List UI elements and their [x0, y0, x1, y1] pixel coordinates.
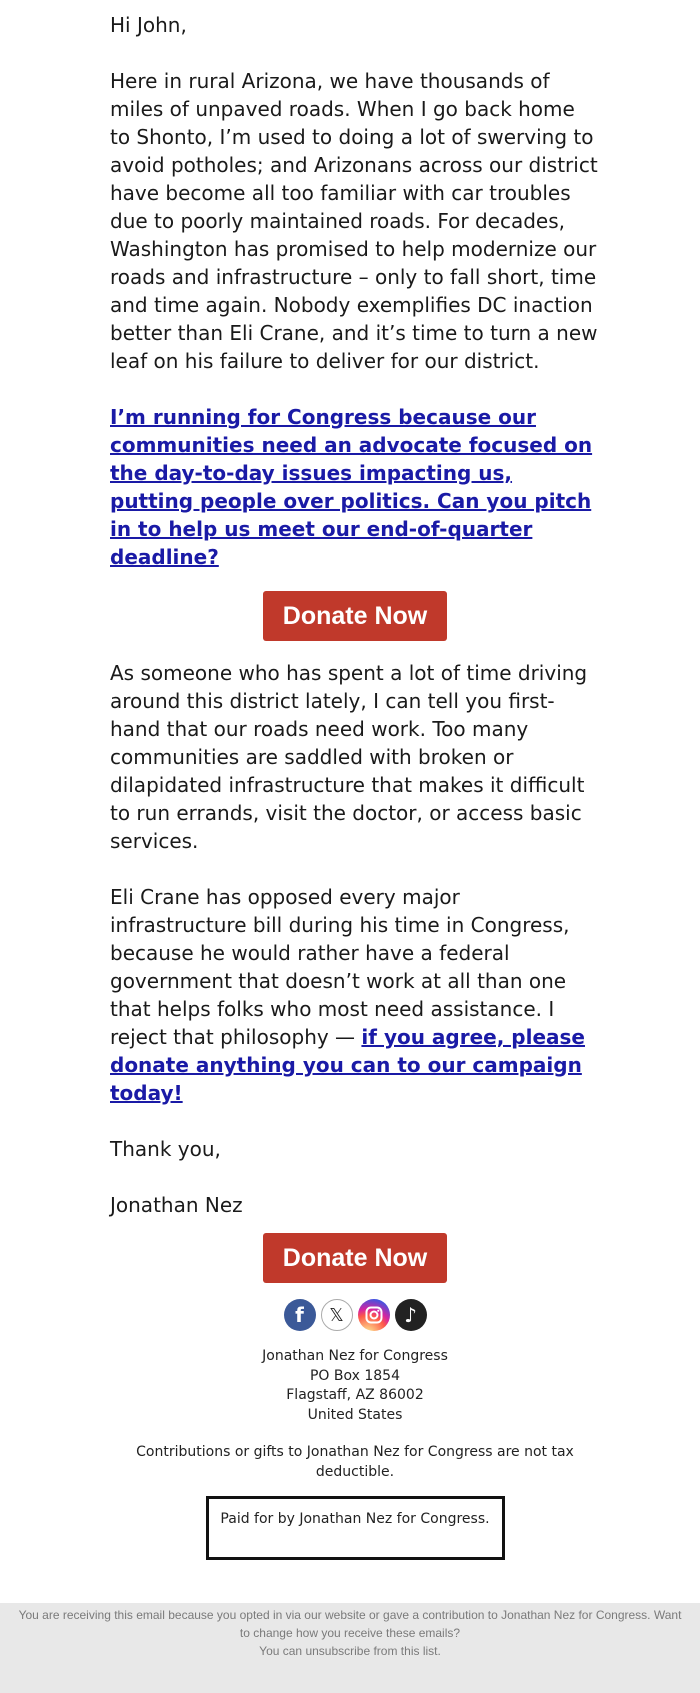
- social-links: [110, 1299, 600, 1331]
- paid-for-disclaimer: Paid for by Jonathan Nez for Congress.: [206, 1496, 505, 1560]
- paragraph-roads: Here in rural Arizona, we have thousands of miles of unpaved roads. When I go back home to Shonto, I’m used to doing a lot of swerving to avoid potholes; and Arizonans across our district have become all too familiar with car troubles due to poorly maintained roads. For decades, Washington has promised to help modernize our roads and infrastructure – only to fall short, time and time again. Nobody exemplifies DC inaction better than Eli Crane, and it’s time to turn a new leaf on his failure to deliver for our district.: [110, 69, 598, 373]
- donate-button-container: [110, 591, 600, 641]
- donate-now-button[interactable]: Donate Now: [263, 591, 447, 641]
- email-footer: [0, 1603, 700, 1693]
- paragraph-eli-crane: [110, 883, 600, 1107]
- cta-paragraph: [110, 403, 600, 571]
- closing: Thank you,: [110, 1137, 221, 1161]
- address-line-4: United States: [307, 1406, 403, 1423]
- mailing-address: [110, 1347, 600, 1425]
- x-icon[interactable]: 𝕏: [321, 1299, 353, 1331]
- signature: Jonathan Nez: [110, 1193, 243, 1217]
- paragraph-eli-crane-text: Eli Crane has opposed every major infrastructure bill during his time in Congress, because he would rather have a federal government that doesn’t work at all than one that helps folks who most need assistance. I reject that philosophy —: [110, 885, 570, 1049]
- cta-donate-link[interactable]: I’m running for Congress because our communities need an advocate focused on the day-to-day issues impacting us, putting people over politics. Can you pitch in to help us meet our end-of-quarter deadline?: [110, 405, 593, 569]
- instagram-icon[interactable]: [358, 1299, 390, 1331]
- footer-subscription-notice: You are receiving this email because you opted in via our website or gave a contribution to Jonathan Nez for Congress. Want to change how you receive these emails?: [18, 1608, 682, 1640]
- inline-donate-link[interactable]: if you agree, please donate anything you can to our campaign today!: [110, 1025, 585, 1105]
- address-line-1: Jonathan Nez for Congress: [262, 1348, 448, 1364]
- facebook-icon[interactable]: f: [284, 1299, 316, 1331]
- paragraph-driving: As someone who has spent a lot of time driving around this district lately, I can tell you first-hand that our roads need work. Too many communities are saddled with broken or dilapidated infrastructure that makes it difficult to run errands, visit the doctor, or access basic services.: [110, 661, 588, 853]
- donate-button-container-bottom: [110, 1233, 600, 1283]
- address-line-2: PO Box 1854: [309, 1367, 400, 1384]
- address-line-3: Flagstaff, AZ 86002: [286, 1387, 424, 1403]
- email-body: [110, 0, 600, 1560]
- greeting: Hi John,: [110, 13, 187, 37]
- donate-now-button-bottom[interactable]: Donate Now: [263, 1233, 447, 1283]
- tiktok-icon[interactable]: ♪: [395, 1299, 427, 1331]
- tax-notice: Contributions or gifts to Jonathan Nez for Congress are not tax deductible.: [136, 1444, 574, 1480]
- unsubscribe-link[interactable]: You can unsubscribe from this list.: [259, 1644, 441, 1658]
- instagram-glyph: [365, 1306, 383, 1324]
